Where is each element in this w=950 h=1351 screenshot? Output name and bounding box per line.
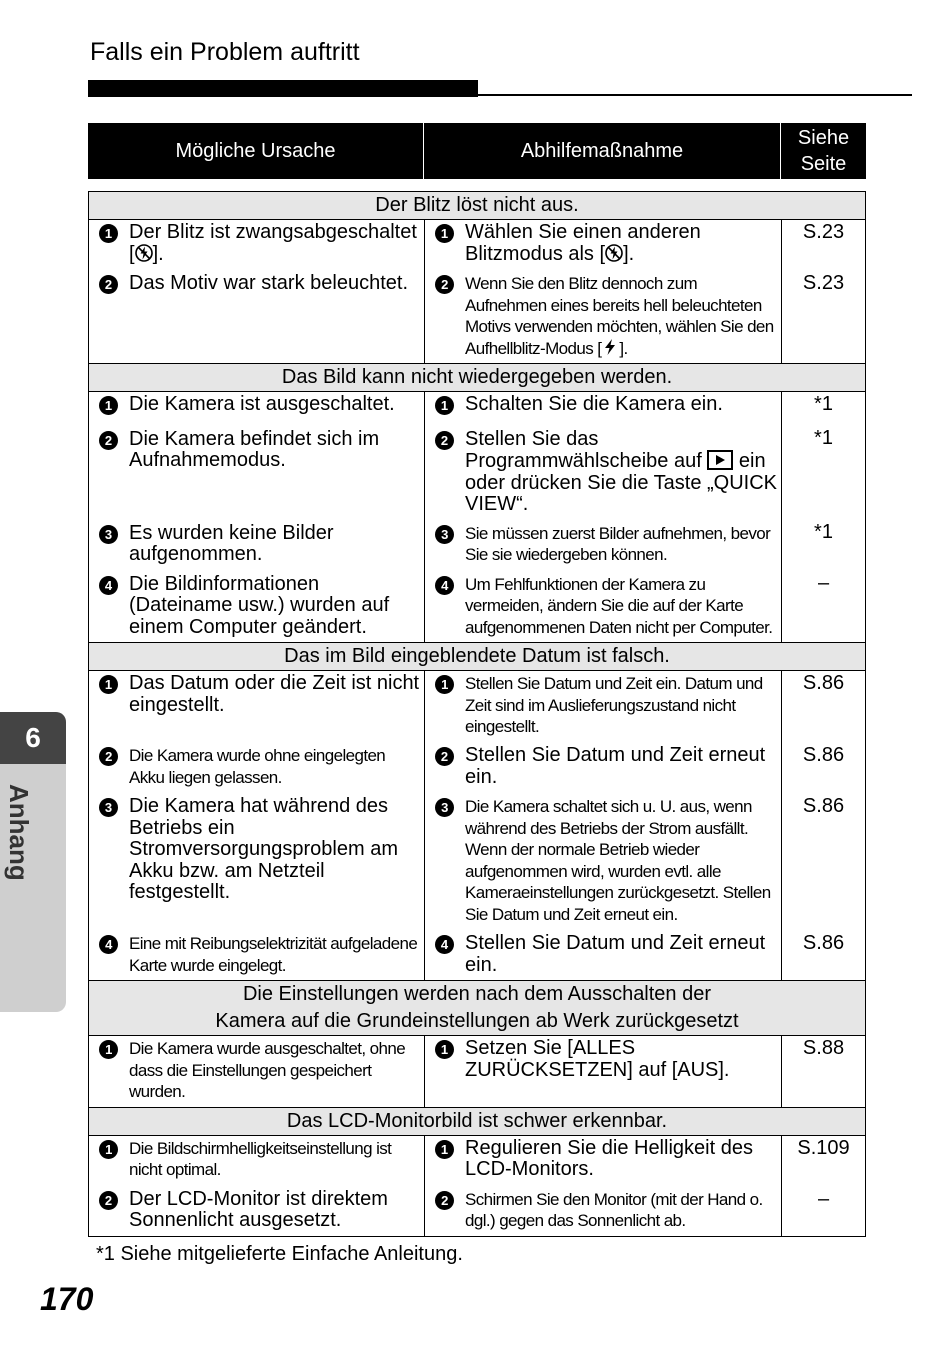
page-reference: S.109 (797, 1136, 850, 1159)
number-badge: 4 (99, 576, 118, 595)
remedy-text: Um Fehlfunktionen der Kamera zu vermeiden, ändern Sie die auf der Karte aufgenommenen Daten nicht per Computer. (465, 574, 773, 637)
page-reference: S.86 (802, 932, 845, 954)
page-title: Falls ein Problem auftritt (90, 38, 360, 66)
remedy-column (424, 220, 781, 363)
remedy-entry (435, 222, 777, 265)
remedy-entry (435, 673, 777, 737)
remedy-text: Sie müssen zuerst Bilder aufnehmen, bevor Sie sie wiedergeben können. (465, 523, 771, 564)
cause-column (89, 1036, 424, 1107)
remedy-text: Wählen Sie einen anderen Blitzmodus als [ (465, 221, 701, 265)
header-page-line2: Seite (800, 153, 847, 175)
cause-entry (99, 673, 420, 737)
header-page (780, 123, 866, 179)
section-title (89, 980, 865, 1035)
page-reference: S.86 (802, 795, 845, 817)
number-badge: 4 (99, 935, 118, 954)
cause-entry (99, 574, 420, 639)
page-reference: S.23 (802, 272, 845, 294)
chapter-number: 6 (0, 712, 66, 764)
section-body (89, 391, 865, 642)
table-header (88, 123, 866, 179)
number-badge: 2 (435, 747, 454, 766)
chapter-tab (0, 712, 66, 1012)
number-badge: 2 (435, 431, 454, 450)
remedy-entry (435, 1038, 777, 1081)
page-reference: S.23 (802, 221, 845, 243)
cause-entry (99, 222, 420, 265)
section-title: Das im Bild eingeblendete Datum ist falsch. (89, 642, 865, 670)
remedy-text: Stellen Sie Datum und Zeit erneut ein. (465, 932, 766, 976)
cause-text: Die Bildschirmhelligkeitseinstellung ist nicht optimal. (129, 1138, 392, 1179)
number-badge: 4 (435, 576, 454, 595)
remedy-text: Wenn Sie den Blitz dennoch zum Aufnehmen eines bereits hell beleuchteten Motivs verwenden möchten, wählen Sie den Aufhellblitz-Modus [ (465, 274, 774, 358)
cause-text: Die Kamera wurde ohne eingelegten Akku liegen gelassen. (129, 746, 386, 787)
section-body (89, 1135, 865, 1236)
remedy-entry (435, 394, 777, 416)
flash-fill-icon (601, 338, 619, 356)
remedy-text: Schalten Sie die Kamera ein. (465, 393, 723, 415)
flash-off-icon (135, 244, 153, 262)
page-column (781, 1036, 865, 1107)
cause-text: Der LCD-Monitor ist direktem Sonnenlicht ausgesetzt. (129, 1187, 388, 1231)
title-underline-thick (88, 80, 478, 97)
chapter-label: Anhang (4, 784, 34, 881)
remedy-text: Stellen Sie Datum und Zeit erneut ein. (465, 744, 766, 788)
page-number: 170 (40, 1281, 94, 1317)
remedy-text: Schirmen Sie den Monitor (mit der Hand o. dgl.) gegen das Sonnenlicht ab. (465, 1189, 763, 1230)
number-badge: 1 (99, 1140, 118, 1159)
remedy-column (424, 671, 781, 980)
cause-text: Die Kamera ist ausgeschaltet. (129, 393, 395, 415)
page-reference: – (817, 1187, 830, 1210)
page-reference: *1 (814, 521, 833, 543)
cause-column (89, 1136, 424, 1236)
remedy-text-suffix: ein oder drücken Sie die Taste „QUICK VIEW“. (465, 450, 778, 515)
page-reference: *1 (814, 427, 833, 449)
cause-column (89, 671, 424, 980)
cause-text: Das Datum oder die Zeit ist nicht eingestellt. (129, 672, 420, 716)
cause-column (89, 220, 424, 363)
page-column (781, 220, 865, 363)
remedy-text: Die Kamera schaltet sich u. U. aus, wenn während des Betriebs der Strom ausfällt. Wenn der normale Betrieb wieder aufgenommen wird, wurden evtl. alle Kameraeinstellungen zurückgesetzt. Stellen Sie Datum und Zeit erneut ein. (465, 797, 771, 924)
number-badge: 1 (435, 1040, 454, 1059)
page-reference: *1 (814, 393, 833, 415)
remedy-entry (435, 933, 777, 976)
cause-column (89, 392, 424, 642)
header-remedy: Abhilfemaßnahme (423, 123, 780, 179)
section-body (89, 219, 865, 363)
cause-entry (99, 1189, 420, 1232)
number-badge: 1 (435, 675, 454, 694)
page-reference: S.86 (802, 744, 845, 766)
remedy-entry (435, 1189, 777, 1232)
section-title: Das Bild kann nicht wiedergegeben werden. (89, 363, 865, 391)
cause-text: Die Kamera hat während des Betriebs ein Stromversorgungsproblem am Akku bzw. am Netzteil festgestellt. (129, 795, 398, 903)
number-badge: 2 (99, 747, 118, 766)
number-badge: 3 (435, 798, 454, 817)
cause-entry (99, 273, 420, 295)
remedy-text: Setzen Sie [ALLES ZURÜCKSETZEN] auf [AUS]. (465, 1037, 730, 1081)
section-body (89, 1035, 865, 1107)
cause-text: Die Bildinformationen (Dateiname usw.) wurden auf einem Computer geändert. (129, 572, 390, 638)
page-reference: – (817, 572, 830, 594)
number-badge: 2 (435, 275, 454, 294)
cause-entry (99, 1138, 420, 1181)
remedy-text: Regulieren Sie die Helligkeit des LCD-Monitors. (465, 1136, 753, 1180)
page-column (781, 671, 865, 980)
cause-text: Die Kamera befindet sich im Aufnahmemodus. (129, 427, 380, 471)
cause-text: Es wurden keine Bilder aufgenommen. (129, 521, 334, 565)
number-badge: 2 (435, 1191, 454, 1210)
section-title: Der Blitz löst nicht aus. (89, 192, 865, 219)
remedy-entry (435, 574, 777, 639)
number-badge: 2 (99, 1191, 118, 1210)
remedy-entry (435, 796, 777, 925)
cause-entry (99, 1038, 420, 1103)
header-cause: Mögliche Ursache (175, 140, 336, 162)
number-badge: 1 (435, 396, 454, 415)
cause-entry (99, 933, 420, 976)
troubleshooting-table (88, 191, 866, 1237)
playback-icon (707, 450, 733, 470)
remedy-entry (435, 745, 777, 788)
remedy-text-suffix: ]. (623, 242, 635, 265)
remedy-entry (435, 523, 777, 566)
cause-text: Die Kamera wurde ausgeschaltet, ohne dass die Einstellungen gespeichert wurden. (129, 1039, 406, 1101)
page-column (781, 1136, 865, 1236)
cause-entry (99, 394, 420, 416)
title-underline-thin (478, 94, 912, 96)
footnote: *1 Siehe mitgelieferte Einfache Anleitung. (96, 1243, 463, 1265)
remedy-column (424, 1136, 781, 1236)
cause-text: Eine mit Reibungselektrizität aufgeladene Karte wurde eingelegt. (129, 934, 418, 975)
number-badge: 2 (99, 431, 118, 450)
number-badge: 3 (435, 525, 454, 544)
number-badge: 1 (99, 224, 118, 243)
cause-entry (99, 429, 420, 515)
remedy-text-suffix: ]. (619, 338, 628, 358)
remedy-column (424, 1036, 781, 1107)
cause-entry (99, 523, 420, 566)
page-reference: S.86 (802, 672, 845, 694)
cause-text-suffix: ]. (152, 242, 164, 265)
number-badge: 1 (99, 675, 118, 694)
remedy-entry (435, 429, 777, 515)
number-badge: 1 (99, 1040, 118, 1059)
remedy-text: Stellen Sie Datum und Zeit ein. Datum und Zeit sind im Auslieferungszustand nicht eingestellt. (465, 674, 763, 736)
number-badge: 1 (99, 396, 118, 415)
section-title-line2: Kamera auf die Grundeinstellungen ab Werk zurückgesetzt (215, 1010, 739, 1032)
number-badge: 1 (435, 224, 454, 243)
remedy-entry (435, 1138, 777, 1181)
page-reference: S.88 (802, 1037, 845, 1059)
cause-text: Der Blitz ist zwangsabgeschaltet [ (129, 221, 417, 265)
number-badge: 4 (435, 935, 454, 954)
remedy-column (424, 392, 781, 642)
cause-entry (99, 796, 420, 925)
cause-entry (99, 745, 420, 788)
header-page-line1: Siehe (797, 127, 850, 149)
number-badge: 3 (99, 525, 118, 544)
page-column (781, 392, 865, 642)
flash-off-icon (605, 244, 623, 262)
cause-text: Das Motiv war stark beleuchtet. (129, 272, 408, 294)
number-badge: 1 (435, 1140, 454, 1159)
section-body (89, 670, 865, 980)
number-badge: 3 (99, 798, 118, 817)
remedy-entry (435, 273, 777, 359)
section-title: Das LCD-Monitorbild ist schwer erkennbar. (89, 1107, 865, 1135)
number-badge: 2 (99, 275, 118, 294)
remedy-text: Stellen Sie das Programmwählscheibe auf (465, 427, 702, 472)
section-title-line1: Die Einstellungen werden nach dem Ausschalten der (242, 983, 712, 1005)
